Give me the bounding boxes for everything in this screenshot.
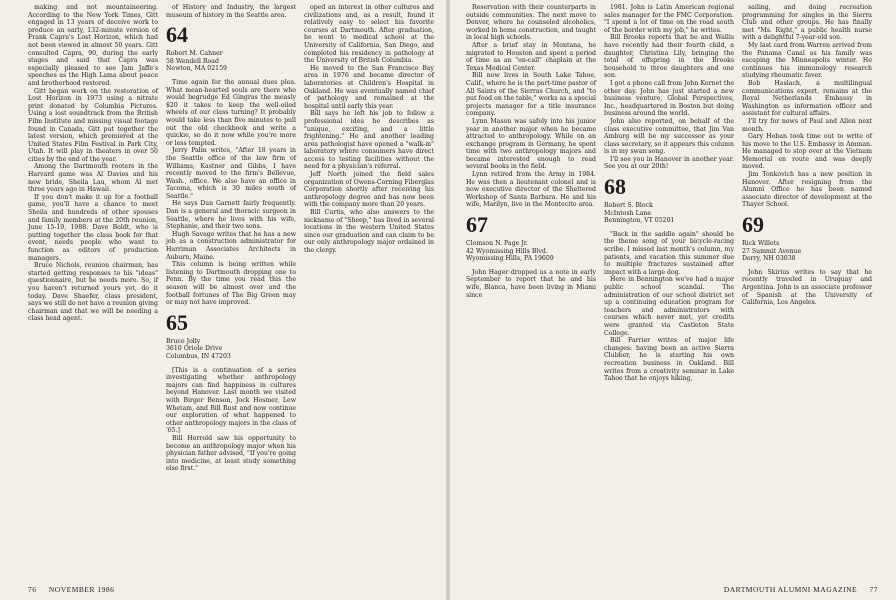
paragraph: John also reported, on behalf of the class executive committee, that Jim Van Amburg will be my successor as your class secretary, so it appears this column is in my swan song. [604,117,734,156]
right-page [450,0,896,600]
paragraph: Lynn Mason was safely into his junior year in another major when he became attracted to anthropology. While on an exchange program in Germany, he spent time with two anthropology majors and became interested enough to read several books in the field. [466,117,596,171]
paragraph: [This is a continuation of a series investigating whether anthropology majors can find happiness in cultures beyond Hanover. Last month we visited with Birger Benson, Jock Hosmer, Lew Whetam, and Bill Rust and now continue our exploration of what happened to other anthropology majors in the class of '65.] [166,366,296,435]
paragraph: making and not mountaineering. According to the New York Times, Gitt engaged in 13 years of deceive work to produce an early, 132-minute version of Frank Capra's Lost Horizon, which had not been viewed in almost 50 years. Gitt consulted Capra, 90, during the early stages and said that Capra was especially pleased to see Jam Jaffe's speeches as the High Lama about peace and brotherhood restored. [28,4,158,87]
paragraph: Bob Haslach, a multilingual communications expert, remains at the Royal Netherlands Embassy in Washington as information officer and assistant for cultural affairs. [742,79,872,118]
magazine-title: DARTMOUTH ALUMNI MAGAZINE [723,585,858,594]
right-columns [466,4,878,383]
class-year-heading: 68 [604,174,626,200]
paragraph: Jerry Palm writes, "After 18 years in the Seattle office of the law firm of Williams, Kastner and Gibbs, I have recently moved to the firm's Bellevue, Wash., office. We also have an office in Tacoma, which is 30 miles south of Seattle." [166,147,296,200]
page-footer [724,585,878,594]
paragraph: Among the Dartmouth rooters in the Harvard game was Al Davies and his new bride, Sheila Lau, whom Al met three years ago in Hawaii. [28,163,158,194]
left-page [0,0,446,600]
paragraph: Reservation with their counterparts in outside communities. The next move to Denver, where he counseled alcoholics, worked in home construction, and taught in local high schools. [466,4,597,42]
paragraph: Gary Hoban took time out to write of his move to the U.S. Embassy in Amman. He managed to stop over at the Vietnam Memorial en route and was deeply moved. [742,133,872,171]
class-year-heading: 64 [166,22,188,48]
paragraph: sailing, and doing recreation programming for singles in the Sierra Club and other groups. He has finally met "Ms. Right," a public health nurse with a delightful 7-year-old son. [742,4,872,42]
paragraph: Bill Brooks reports that he and Wallis have recently had their fourth child, a daughter, Christina Lily, bringing the total of offspring in the Brooks household to three daughters and one son. [604,34,734,80]
class-secretary-address: Bruce Jolly 3610 Oriole Drive Columbus, IN 47203 [166,337,231,360]
class-secretary-address: Robert M. Cahner 58 Wendell Road Newton, MA 02159 [166,50,227,73]
paragraph: Gitt began work on the restoration of Lost Horizon in 1973 using a nitrate print donated by Columbia Pictures. Using a lost soundtrack from the British Film Institute and missing visual footage found in Canada, Gitt put together the latest version, which premiered at the United States Film Festival in Park City, Utah. It will play in theaters in over 50 cities by the end of the year. [28,87,158,163]
paragraph: John Hager dropped us a note in early September to report that he and his wife, Blanca, have been living in Miami since [466,268,596,299]
paragraph: I'll try for news of Paul and Allen next month. [742,117,872,133]
class-secretary-address: Clemson N. Page Jr. 42 Wyomissing Hills Blvd. Wyomissing Hills, PA 19609 [466,240,554,263]
page-number: 76 [28,585,37,594]
page-footer [28,585,114,594]
issue-date: NOVEMBER 1986 [48,585,115,594]
paragraph: Bill Farrier writes of major life changes: having been an active Sierra Clubber, he is starting his own recreation business in Oakland. Bill writes from a creativity seminar in Lake Tahoe that he enjoys hiking, [604,337,734,383]
class-secretary-address: Rick Willets 27 Summit Avenue Derry, NH 03038 [742,240,802,263]
paragraph: This column is being written while listening to Dartmouth dropping one to Penn. By the time you read this the season will be almost over and the football fortunes of The Big Green may or may not have improved. [166,261,296,307]
paragraph: Bill now lives in South Lake Tahoe, Calif., where he is the part-time pastor of All Saints of the Sierras Church, and "to put food on the table," works as a special projects manager for a title insurance company. [466,72,596,118]
paragraph: Jim Tonkovich has a new position in Hanover. After resigning from the Alumni Office he has been named associate director of development at the Thayer School. [742,171,872,209]
paragraph: He says Dan Garnett fairly frequently. Dan is a general and thoracic surgeon in Seattle, where he lives with his wife, Stephanie, and their two sons. [166,200,296,231]
paragraph: After a brief stay in Montana, he migrated to Houston and spent a period of time as an "on-call" chaplain at the Texas Medical Center. [466,41,596,72]
paragraph: John Skirius writes to say that he recently traveled in Uruguay and Argentina. John is an associate professor of Spanish at the University of California, Los Angeles. [742,268,872,307]
paragraph: He moved to the San Francisco Bay area in 1976 and became director of laboratories at Children's Hospital in Oakland. He was eventually named chief of pathology and remained at the hospital until early this year. [304,64,434,110]
class-secretary-address: Robert S. Block McIntosh Lane Bennington, VT 05201 [604,202,675,225]
paragraph: I'll see you in Hanover in another year. See you at our 20th! [604,155,734,171]
paragraph: Bill says he left his job to follow a professional idea he describes as "unique, exciting, and a little frightening." He and another leading area pathologist have opened a "walk-in" laboratory where consumers have direct access to testing facilities without the need for a physician's referral. [304,110,434,171]
paragraph: "Back in the saddle again" should be the theme song of your bicycle-racing scribe. I missed last month's column, my patients, and vacation this summer due to multiple fractures sustained after impact with a large dog. [604,230,734,276]
right-column-1 [466,4,596,383]
paragraph: Bruce Nichols, reunion chairman, has started getting responses to his "ideas" questionnaire, but he needs more. So, if you haven't returned yours yet, do it today. Dave Shaefer, class president, says we still do not have a reunion giving chairman and that we will be needing a class head agent. [28,262,158,323]
right-column-2 [604,4,734,383]
paragraph: 1981. John is Latin American regional sales manager for the FMC Corporation. "I spend a lot of time on the road south of the border with my job," he writes. [604,4,734,34]
left-column-1 [28,4,158,473]
right-column-3 [742,4,872,383]
paragraph: Time again for the annual dues plea. What mean-hearted souls are there who would begrudge Ed Gingras the measly $20 it takes to keep the well-oiled wheels of our class turning? It probably would take less than five minutes to pull out the old checkbook and write a quickie, so do it now while you're more or less tempted. [166,78,296,147]
left-column-3 [304,4,434,473]
paragraph: Lynn retired from the Army in 1984. He was then a lieutenant colonel and is now executive director of the Sheltered Workshop of Santa Barbara. He and his wife, Marilyn, live in the Montecito area. [466,171,596,209]
paragraph: of History and Industry, the largest museum of history in the Seattle area. [166,4,296,19]
paragraph: Hugh Savage writes that he has a new job as a construction administrator for Harriman Associates Architects in Auburn, Maine. [166,230,296,261]
left-column-2 [166,4,296,473]
class-year-heading: 65 [166,309,188,335]
paragraph: Bill Herrold saw his opportunity to become an anthropology major when his physician father advised, "If you're going into medicine, at least study something else first." [166,434,296,473]
paragraph: I got a phone call from John Kornet the other day. John has just started a new business venture, Global Perspectives, Inc., headquartered in Boston but doing business around the world. [604,79,734,118]
paragraph: Jeff North joined the field sales organization of Owens-Corning Fiberglas Corporation shortly after receiving his anthropology degree and has now been with the company more than 20 years. [304,171,434,209]
paragraph: Bill Curtis, who also answers to the nickname of "Sheep," has lived in several locations in the western United States since our graduation and can claim to be our only anthropology major ordained in the clergy. [304,209,434,254]
class-year-heading: 67 [466,212,488,238]
paragraph: Here in Bennington we've had a major public school scandal. The administration of our school district set up a continuing education program for teachers and administrators with courses which never met, yet credits were granted via Castleton State College. [604,276,734,337]
paragraph: My last card from Warren arrived from the Panama Canal as his family was escaping the Minneapolis winter. He continues his immunology research studying rheumatic fever. [742,41,872,80]
class-year-heading: 69 [742,212,764,238]
paragraph: If you don't make it up for a football game, you'll have a chance to meet Sheila and hundreds of other spouses and family members at the 20th reunion, June 15-19, 1988. Dave Boldt, who is putting together the class book for that event, needs people who want to function as editors of production managers. [28,193,158,262]
left-columns [28,4,436,473]
page-number: 77 [869,585,878,594]
paragraph: oped an interest in other cultures and civilizations and, as a result, found it relatively easy to select his favorite courses at Dartmouth. After graduation, he went to medical school at the University of California, San Diego, and completed his residency in pathology at the University of British Columbia. [304,4,434,65]
